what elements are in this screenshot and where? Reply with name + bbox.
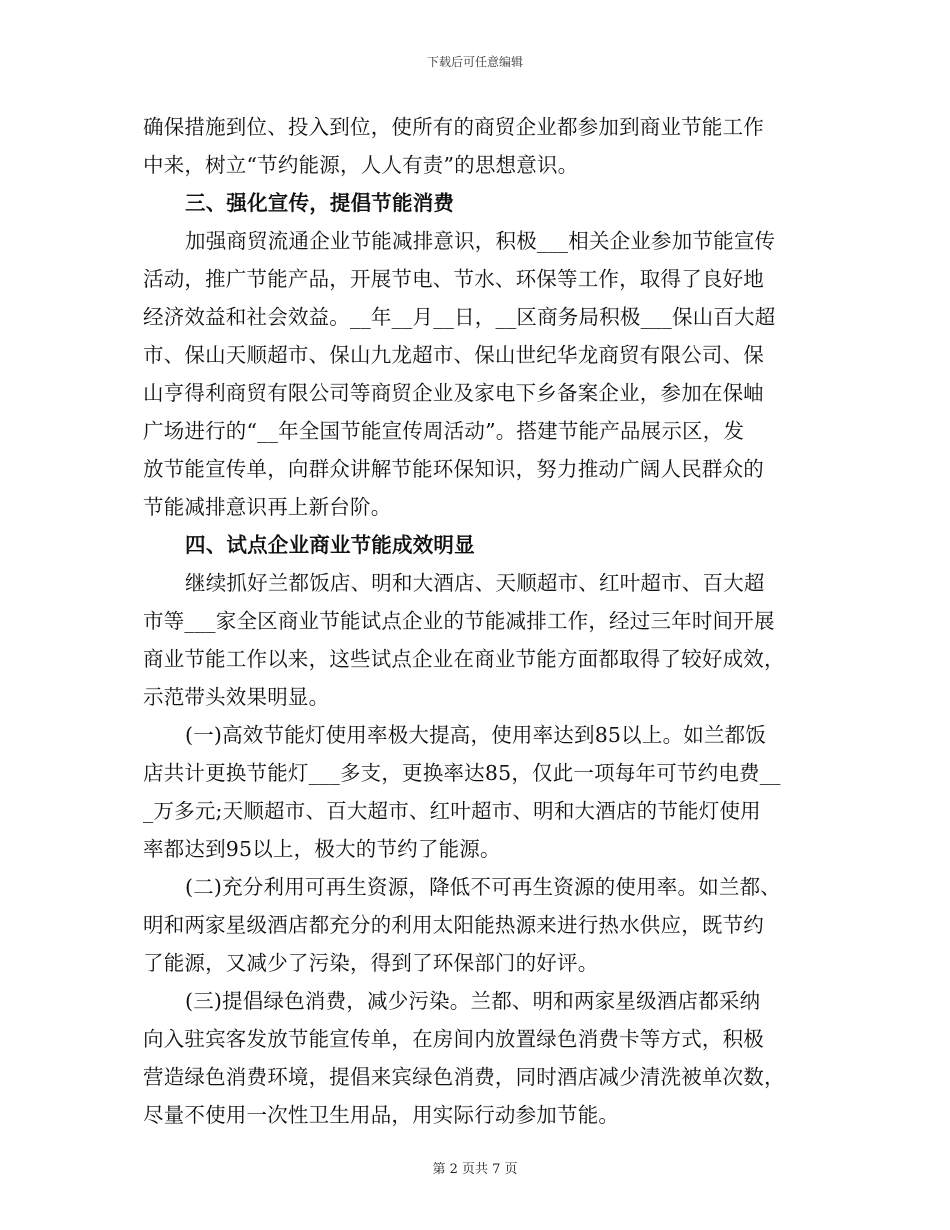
text-line: 店共计更换节能灯___多支，更换率达85，仅此一项每年可节约电费__ <box>143 761 781 785</box>
section-heading: 四、试点企业商业节能成效明显 <box>185 533 475 557</box>
text-line: (二)充分利用可再生资源，降低不可再生资源的使用率。如兰都、 <box>185 875 781 899</box>
text-line: 节能减排意识再上新台阶。 <box>143 495 392 519</box>
text-line: 向入驻宾客发放节能宣传单，在房间内放置绿色消费卡等方式，积极 <box>143 1027 764 1051</box>
document-body <box>143 108 808 1134</box>
text-line: _万多元;天顺超市、百大超市、红叶超市、明和大酒店的节能灯使用 <box>143 799 761 823</box>
text-line: 了能源，又减少了污染，得到了环保部门的好评。 <box>143 951 599 975</box>
text-line: 确保措施到位、投入到位，使所有的商贸企业都参加到商业节能工作 <box>143 115 764 139</box>
text-line: 市、保山天顺超市、保山九龙超市、保山世纪华龙商贸有限公司、保 <box>143 343 764 367</box>
text-line: 明和两家星级酒店都充分的利用太阳能热源来进行热水供应，既节约 <box>143 913 764 937</box>
page-footer: 第 2 页共 7 页 <box>432 1162 518 1177</box>
page-header: 下载后可任意编辑 <box>426 55 523 69</box>
text-line: (三)提倡绿色消费，减少污染。兰都、明和两家星级酒店都采纳 <box>185 989 761 1013</box>
text-line: 商业节能工作以来，这些试点企业在商业节能方面都取得了较好成效， <box>143 647 785 671</box>
text-line: 经济效益和社会效益。__年__月__日，__区商务局积极___保山百大超 <box>143 305 776 329</box>
text-line: 营造绿色消费环境，提倡来宾绿色消费，同时酒店减少清洗被单次数， <box>143 1065 785 1089</box>
text-line: 加强商贸流通企业节能减排意识，积极___相关企业参加节能宣传 <box>185 229 776 253</box>
text-line: 市等___家全区商业节能试点企业的节能减排工作，经过三年时间开展 <box>143 609 775 633</box>
text-line: (一)高效节能灯使用率极大提高，使用率达到85以上。如兰都饭 <box>185 723 767 747</box>
section-heading: 三、强化宣传，提倡节能消费 <box>185 191 455 215</box>
text-line: 继续抓好兰都饭店、明和大酒店、天顺超市、红叶超市、百大超 <box>185 571 765 595</box>
text-line: 尽量不使用一次性卫生用品，用实际行动参加节能。 <box>143 1103 620 1127</box>
text-line: 中来，树立“节约能源，人人有责”的思想意识。 <box>143 153 579 177</box>
text-line: 率都达到95以上，极大的节约了能源。 <box>143 837 501 861</box>
text-line: 活动，推广节能产品，开展节电、节水、环保等工作，取得了良好地 <box>143 267 764 291</box>
text-line: 示范带头效果明显。 <box>143 685 330 709</box>
text-line: 广场进行的“__年全国节能宣传周活动”。搭建节能产品展示区，发 <box>143 419 745 443</box>
text-line: 放节能宣传单，向群众讲解节能环保知识，努力推动广阔人民群众的 <box>143 457 764 481</box>
text-line: 山亨得利商贸有限公司等商贸企业及家电下乡备案企业，参加在保岫 <box>143 381 764 405</box>
